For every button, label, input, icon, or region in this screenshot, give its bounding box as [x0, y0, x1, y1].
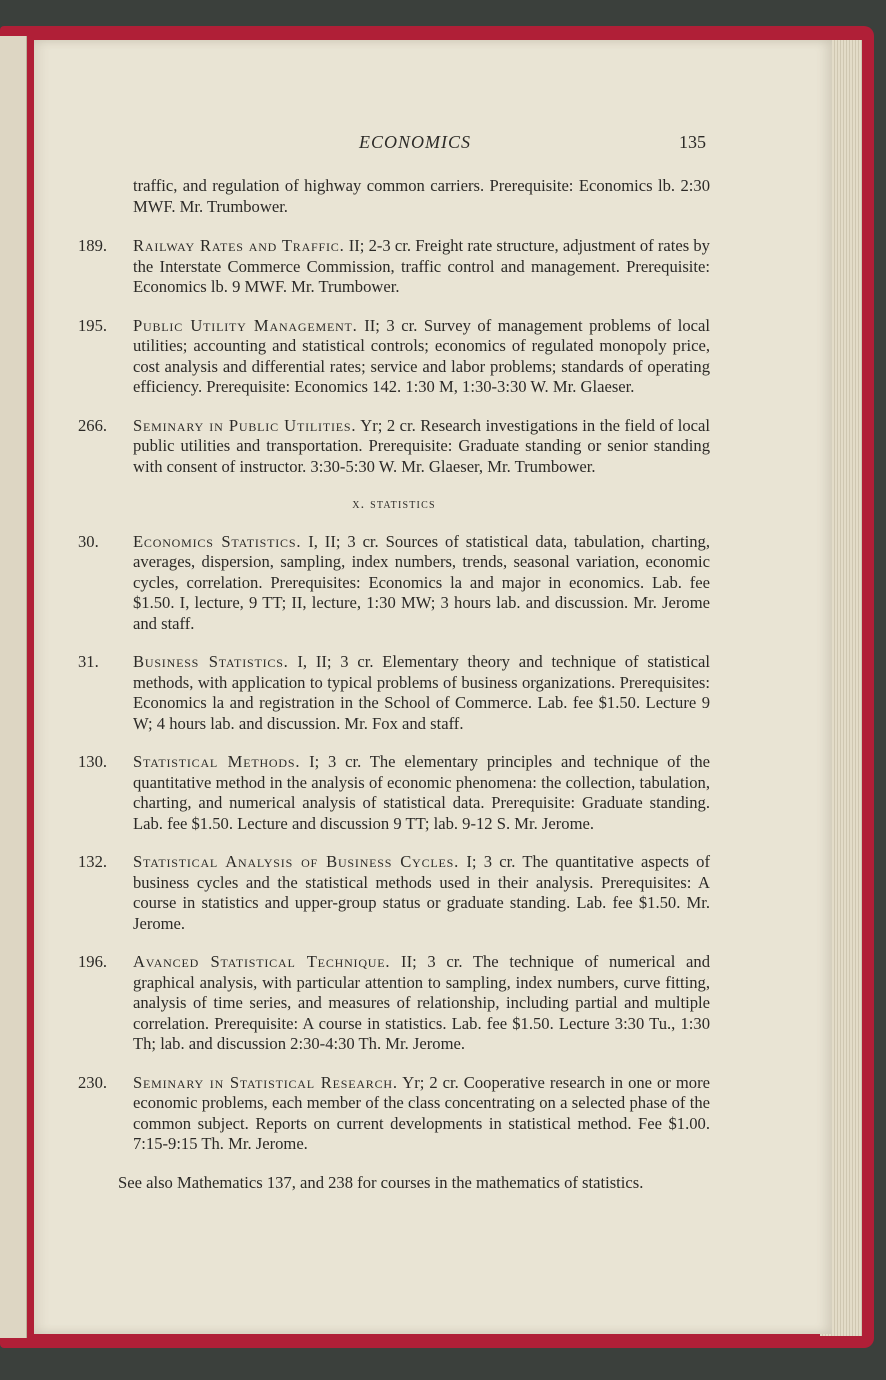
course-description: Yr; 2 cr. Cooperative research in one or more economic problems, each member of the class concentrating on a selected phase of the common subject. Reports on current developments in statistical method. Fee $1.00. 7:15-9:15 Th. Mr. Jerome.	[133, 1072, 710, 1153]
course-description: I; 3 cr. The quantitative aspects of business cycles and the statistical methods used in their analysis. Prerequisites: A course in statistics and upper-group status or graduate standing. Lab. fee $1.50. Mr. Jerome.	[133, 852, 710, 933]
course-title: Public Utility Management.	[133, 315, 358, 335]
course-description: II; 3 cr. The technique of numerical and graphical analysis, with particular attention to sampling, index numbers, curve fitting, analysis of time series, and measures of relationship, including partial and multiple correlation. Prerequisite: A course in statistics. Lab. fee $1.50. Lecture 3:30 Tu., 1:30 Th; lab. and discussion 2:30-4:30 Th. Mr. Jerome.	[133, 952, 710, 1053]
course-description: I, II; 3 cr. Sources of statistical data, tabulation, charting, averages, dispersion, sampling, index numbers, trends, seasonal variation, economic cycles, correlation. Prerequisites: Economics la and major in economics. Lab. fee $1.50. I, lecture, 9 TT; II, lecture, 1:30 MW; 3 hours lab. and discussion. Mr. Jerome and staff.	[133, 531, 710, 633]
course-title: Business Statistics.	[133, 652, 289, 671]
course-title: Statistical Analysis of Business Cycles.	[133, 852, 460, 871]
course-number: 130.	[78, 752, 108, 771]
see-also-note: See also Mathematics 137, and 238 for courses in the mathematics of statistics.	[118, 1172, 644, 1192]
section-heading-statistics: x. statistics	[352, 497, 436, 512]
course-number: 266.	[78, 415, 108, 435]
course-266	[78, 416, 710, 478]
course-132	[78, 852, 710, 934]
left-page-edge	[0, 36, 27, 1338]
course-description: II; 2-3 cr. Freight rate structure, adjustment of rates by the Interstate Commerce Commission, traffic control and management. Prerequisite: Economics lb. 9 MWF. Mr. Trumbower.	[133, 236, 710, 296]
course-230	[78, 1073, 710, 1155]
course-description: I; 3 cr. The elementary principles and technique of the quantitative method in the analysis of economic phenomena: the collection, tabulation, charting, and numerical analysis of statistical data. Prerequisite: Graduate standing. Lab. fee $1.50. Lecture and discussion 9 TT; lab. 9-12 S. Mr. Jerome.	[133, 752, 710, 833]
course-number: 31.	[78, 652, 99, 671]
page-content	[78, 176, 710, 1210]
course-title: Railway Rates and Traffic.	[133, 236, 345, 255]
course-title: Seminary in Statistical Research.	[133, 1072, 398, 1092]
page-number: 135	[679, 132, 706, 152]
course-number: 230.	[78, 1072, 108, 1092]
course-description: Yr; 2 cr. Research investigations in the field of local public utilities and transportation. Prerequisite: Graduate standing or senior standing with consent of instructor. 3:30-5:30 W. Mr. Glaeser, Mr. Trumbower.	[133, 415, 710, 476]
running-head: ECONOMICS	[359, 132, 471, 152]
course-description: I, II; 3 cr. Elementary theory and technique of statistical methods, with application to typical problems of business organizations. Prerequisites: Economics la and registration in the School of Commerce. Lab. fee $1.50. Lecture 9 W; 4 hours lab. and discussion. Mr. Fox and staff.	[133, 652, 711, 733]
continuation-paragraph: traffic, and regulation of highway common carriers. Prerequisite: Economics lb. 2:30 MWF. Mr. Trumbower.	[133, 176, 710, 216]
course-130	[78, 752, 710, 834]
page-header	[120, 132, 710, 156]
course-number: 30.	[78, 531, 99, 551]
course-number: 195.	[78, 315, 108, 335]
course-196	[78, 952, 710, 1055]
course-189	[78, 236, 710, 298]
course-number: 189.	[78, 236, 108, 255]
course-number: 132.	[78, 852, 108, 871]
course-description: II; 3 cr. Survey of management problems of local utilities; accounting and statistical controls; economics of regulated monopoly price, cost analysis and differential rates; service and labor problems; standards of operating efficiency. Prerequisite: Economics 142. 1:30 M, 1:30-3:30 W. Mr. Glaeser.	[133, 315, 710, 396]
course-31	[78, 652, 710, 734]
course-title: Avanced Statistical Technique.	[133, 952, 391, 971]
course-title: Seminary in Public Utilities.	[133, 415, 357, 435]
course-title: Statistical Methods.	[133, 752, 301, 771]
course-30	[78, 532, 710, 635]
course-195	[78, 316, 710, 398]
course-number: 196.	[78, 952, 108, 971]
course-title: Economics Statistics.	[133, 531, 302, 551]
